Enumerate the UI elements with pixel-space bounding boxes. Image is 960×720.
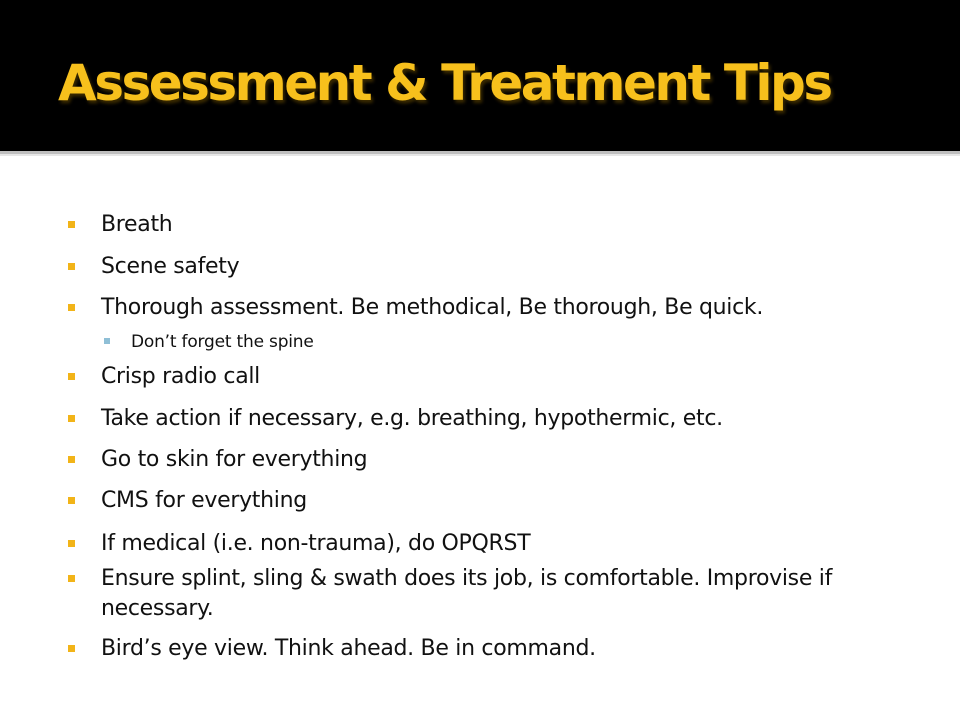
- bullet-text: CMS for everything: [101, 488, 307, 513]
- square-bullet-icon: [68, 645, 75, 652]
- bullet-text: Bird’s eye view. Think ahead. Be in command.: [101, 636, 596, 661]
- bullet-text: Thorough assessment. Be methodical, Be thorough, Be quick.: [101, 295, 764, 320]
- bullet-text: If medical (i.e. non-trauma), do OPQRST: [101, 531, 531, 556]
- square-bullet-icon: [68, 540, 75, 547]
- square-bullet-icon: [68, 497, 75, 504]
- bullet-text: Take action if necessary, e.g. breathing, hypothermic, etc.: [101, 406, 723, 431]
- slide-title: Assessment & Treatment Tips: [58, 54, 831, 112]
- bullet-text: Scene safety: [101, 254, 240, 279]
- square-bullet-icon: [68, 575, 75, 582]
- sub-bullet-text: Don’t forget the spine: [131, 332, 314, 352]
- bullet-text: Go to skin for everything: [101, 447, 368, 472]
- bullet-text: Crisp radio call: [101, 364, 260, 389]
- sub-bullet-icon: [104, 338, 110, 344]
- square-bullet-icon: [68, 415, 75, 422]
- square-bullet-icon: [68, 304, 75, 311]
- bullet-text: Ensure splint, sling & swath does its job, is comfortable. Improvise if necessary.: [101, 566, 833, 621]
- square-bullet-icon: [68, 373, 75, 380]
- square-bullet-icon: [68, 221, 75, 228]
- bullet-text: Breath: [101, 212, 173, 237]
- square-bullet-icon: [68, 263, 75, 270]
- square-bullet-icon: [68, 456, 75, 463]
